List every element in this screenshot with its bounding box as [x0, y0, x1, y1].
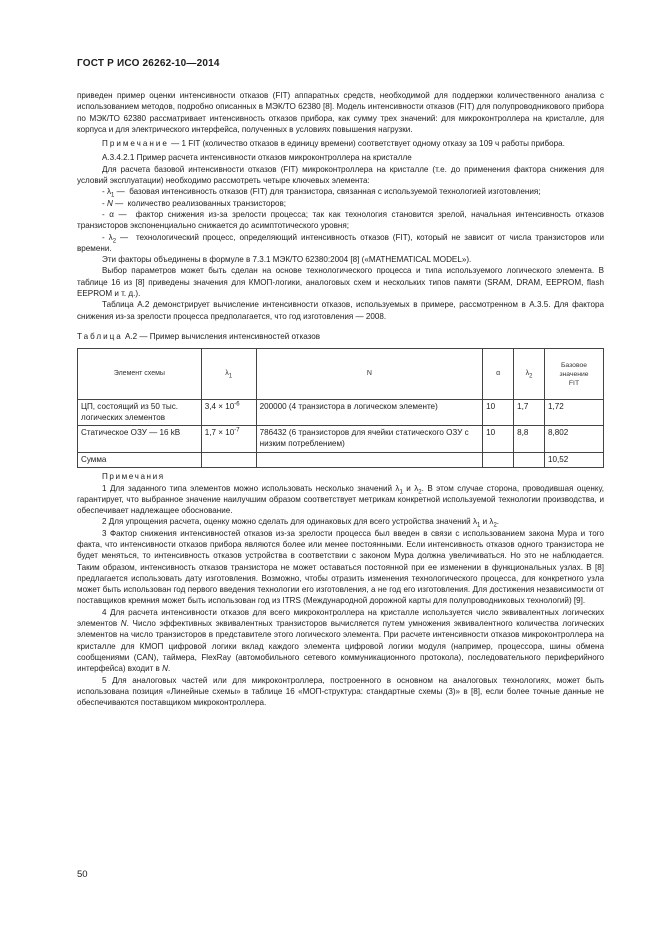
table-header-row — [78, 349, 604, 400]
note-1: 1 Для заданного типа элементов можно использовать несколько значений $\lambda_1$ и $\lambda_2$. В этом случае сторона, проводившая оценку, гарантирует, что выбранное значение наилучшим образом соответствует метрикам конкретной используемой технологии производства, и обеспечивает надлежащее обоснование. — [77, 483, 604, 516]
table-row-sum: Сумма 10,52 — [78, 452, 604, 468]
note-2: 2 Для упрощения расчета, оценку можно сделать для одинаковых для всего устройства значений $\lambda_1$ и $\lambda_2$. — [102, 517, 500, 529]
header-base-fit: Базовое значение FIT — [545, 349, 604, 400]
header-alpha: α — [483, 349, 514, 400]
list-item-lambda2: - $\lambda_2$ — технологический процесс, определяющий интенсивность отказов (FIT), который не зависит от числа транзисторов или времени. — [77, 232, 604, 253]
notes-title: Примечания — [102, 472, 165, 482]
note-3: 3 Фактор снижения интенсивностей отказов из-за зрелости процесса был введен в связи с использованием закона Мура и того факта, что интенсивности отказов прибора являются более или менее постоянными. Если интенсивность отказов одного транзистора не будет меняться, то интенсивность отказов устройства в соответствии с законом Мура должна увеличиваться. Но это не наблюдается. Таким образом, интенсивность отказов транзистора не может оставаться постоянной при ее изменении в функциональных узлах. В [8] предлагается использовать дату изготовления. Возможно, чтобы отразить изменения технологического процесса, для конкретного узла может быть использован год первого введения технологии его изготовления, а не год его изготовления. Для достижения независимости от поставщиков кремния может быть использован год из ITRS (Международной дорожной карты для полупроводниковых технологий) [9]. — [77, 528, 604, 606]
note-4: 4 Для расчета интенсивности отказов для всего микроконтроллера на кристалле используется число эквивалентных логических элементов N. Число эффективных эквивалентных транзисторов вычисляется путем умножения эквивалентного количества логических элементов на число транзисторов в представителе этого логического элемента. При расчете интенсивности отказов микроконтроллера на кристалле для КМОП цифровой логики вклад каждого элемента цифровой логики модуля (например, процессора, шины обмена сообщениями (CAN), таймера, FlexRay (автомобильного сетевого коммуникационного протокола), последовательного периферийного интерфейса) входит в N. — [77, 607, 604, 674]
list-item-n: - N — количество реализованных транзисторов; — [102, 198, 287, 208]
paragraph-elements: Для расчета базовой интенсивности отказов (FIT) микроконтроллера на кристалле (т.е. до применения фактора снижения для условий эксплуатации) необходимо рассмотреть четыре ключевых элемента: — [77, 164, 604, 186]
header-n: N — [256, 349, 482, 400]
section-heading: А.3.4.2.1 Пример расчета интенсивности отказов микроконтроллера на кристалле — [102, 153, 412, 163]
paragraph-formula: Эти факторы объединены в формуле в 7.3.1 МЭК/ТО 62380:2004 [8] («MATHEMATICAL MODEL»). — [102, 255, 472, 265]
note-label: Примечание — [102, 139, 169, 149]
list-item-lambda1: - $\lambda_1$ — базовая интенсивность отказов (FIT) для транзистора, связанная с используемой технологией изготовления; — [102, 187, 541, 199]
note-5: 5 Для аналоговых частей или для микроконтроллера, построенного в основном на аналоговых технологиях, может быть использована позиция «Линейные схемы» в таблице 16 «МОП-структура: стандартные схемы (3)» в [8], если более точные данные не обеспечиваются поставщиком микроконтроллера. — [77, 675, 604, 708]
failure-rate-table — [77, 348, 604, 468]
page-body — [77, 90, 604, 708]
paragraph-parameters: Выбор параметров может быть сделан на основе технологического процесса и типа используемого логического элемента. В таблице 16 из [8] приведены значения для КМОП-логики, аналоговых схем и нескольких типов памяти (SRAM, DRAM, EEPROM, flash EEPROM и т. д.). — [77, 266, 604, 299]
paragraph-table-intro: Таблица А.2 демонстрирует вычисление интенсивности отказов, используемых в примере, рассмотренном в А.3.5. Для фактора снижения из-за зрелости процесса предполагается, что год изготовления — 2008. — [77, 300, 604, 321]
page-header: ГОСТ Р ИСО 26262-10—2014 — [77, 58, 220, 69]
list-item-alpha: - α — фактор снижения из-за зрелости процесса; так как технология становится зрелой, начальная интенсивность отказов транзисторов экспоненциально снижается до асимптотического уровня; — [77, 209, 605, 231]
header-element: Элемент схемы — [78, 349, 202, 400]
header-lambda2: $\lambda_2$ — [514, 349, 545, 400]
note-text: — 1 FIT (количество отказов в единицу времени) соответствует одному отказу за 109 ч работы прибора. — [168, 139, 565, 149]
page-number: 50 — [77, 869, 88, 880]
table-row: ЦП, состоящий из 50 тыс. логических элементов $3,4 \times 10^{-6}$ 200000 (4 транзистора в логическом элементе) 10 1,7 1,72 — [78, 400, 604, 426]
note-fit — [77, 138, 604, 149]
table-row: Статическое ОЗУ — 16 kB $1,7 \times 10^{-7}$ 786432 (6 транзисторов для ячейки статического ОЗУ с низким потреблением) 10 8,8 8,802 — [78, 426, 604, 452]
header-lambda1: $\lambda_1$ — [201, 349, 256, 400]
table-caption: Таблица А.2 — Пример вычисления интенсивностей отказов — [77, 331, 321, 341]
paragraph-intro: приведен пример оценки интенсивности отказов (FIT) аппаратных средств, необходимой для поддержки количественного анализа с использованием методов, подробно описанных в МЭК/ТО 62380 [8]. Модель интенсивности отказов (FIT) для полупроводникового прибора по МЭК/ТО 62380 рассматривает интенсивность отказов прибора, как сумму трех значений: для микроконтроллера на кристалле, для корпуса и для электрического интерфейса, полученных в условиях повышения нагрузки. — [77, 91, 604, 134]
